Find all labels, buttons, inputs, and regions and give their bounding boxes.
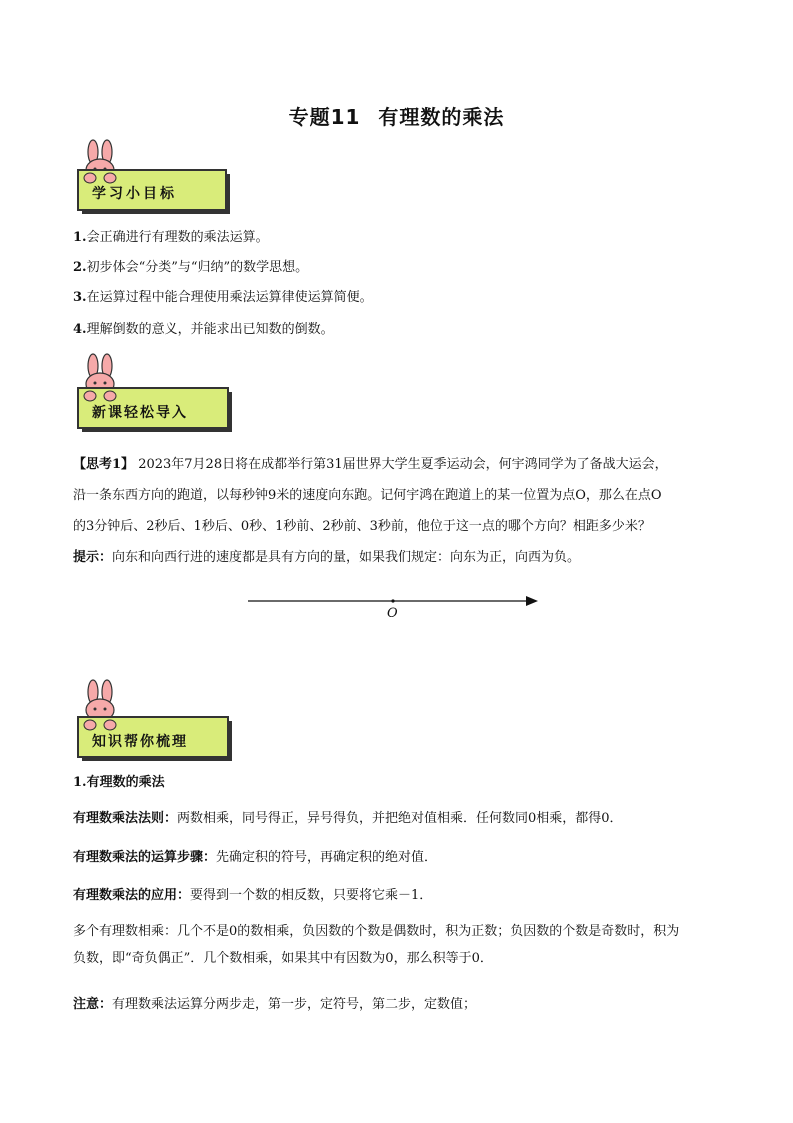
goal-item: 1.会正确进行有理数的乘法运算。 (73, 230, 269, 245)
origin-point (391, 599, 394, 602)
multi-line: 负数，即“奇负偶正”．几个数相乘，如果其中有因数为0，那么积等于0． (73, 951, 493, 966)
steps-line: 有理数乘法的运算步骤：先确定积的符号，再确定积的绝对值． (73, 850, 438, 865)
goal-item: 3.在运算过程中能合理使用乘法运算律使运算简便。 (73, 290, 373, 305)
application-line: 有理数乘法的应用：要得到一个数的相反数，只要将它乘－1． (73, 888, 433, 903)
section-badge-knowledge (74, 678, 234, 768)
section-label-intro: 新课轻松导入 (92, 405, 188, 421)
goal-item: 4.理解倒数的意义，并能求出已知数的倒数。 (73, 322, 334, 337)
think-line: 的3分钟后、2秒后、1秒后、0秒、1秒前、2秒前、3秒前，他位于这一点的哪个方向？相距多少米？ (73, 519, 651, 534)
section-label-knowledge: 知识帮你梳理 (92, 734, 188, 750)
page-title (0, 101, 793, 130)
think-line: 【思考1】 2023年7月28日将在成都举行第31届世界大学生夏季运动会，何宇鸿同学为了备战大运会， (73, 457, 668, 472)
section-badge-goals (74, 138, 234, 228)
section-badge-intro (74, 352, 234, 442)
origin-label: O (387, 606, 398, 621)
title-topic: 专题11 (288, 105, 361, 129)
title-name: 有理数的乘法 (378, 105, 505, 129)
hint-line: 提示：向东和向西行进的速度都是具有方向的量，如果我们规定：向东为正，向西为负。 (73, 550, 581, 565)
bunny-badge-icon (74, 352, 234, 442)
note-line: 注意：有理数乘法运算分两步走，第一步，定符号，第二步，定数值； (73, 997, 477, 1012)
rule-line: 有理数乘法法则：两数相乘，同号得正，异号得负，并把绝对值相乘．任何数同0相乘，都得0． (73, 811, 623, 826)
bunny-badge-icon (74, 678, 234, 768)
section-label-goals: 学习小目标 (92, 186, 177, 202)
number-line (248, 590, 548, 630)
arrow-right-icon (526, 596, 538, 606)
multi-line: 多个有理数相乘：几个不是0的数相乘，负因数的个数是偶数时，积为正数；负因数的个数是奇数时，积为 (73, 924, 680, 939)
goal-item: 2.初步体会“分类”与“归纳”的数学思想。 (73, 260, 309, 275)
knowledge-heading: 1.有理数的乘法 (73, 775, 165, 790)
think-line: 沿一条东西方向的跑道，以每秒钟9米的速度向东跑。记何宇鸿在跑道上的某一位置为点O，那么在点O (73, 488, 662, 503)
